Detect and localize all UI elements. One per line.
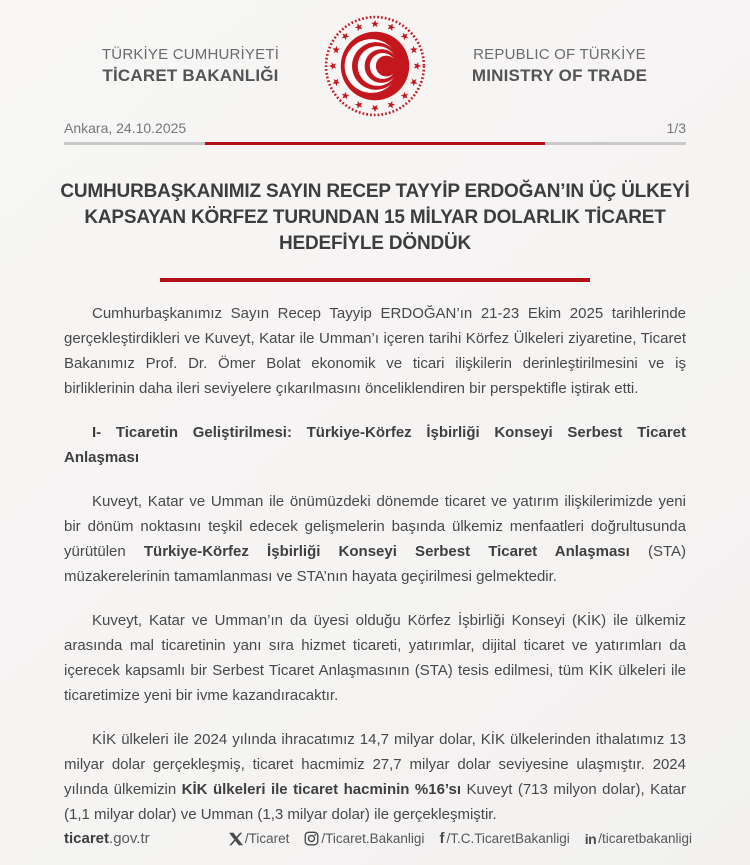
footer	[64, 830, 692, 847]
body-paragraph: KİK ülkeleri ile 2024 yılında ihracatımız 14,7 milyar dolar, KİK ülkelerinden ithalatımız 13 milyar dolar gerçekleşmiş, ticaret hacmimiz 27,7 milyar dolar seviyesine ulaşmıştır. 2024 yılında ülkemizin KİK ülkeleri ile ticaret hacminin %16’sı Kuveyt (713 milyon dolar), Katar (1,1 milyar dolar) ve Umman (1,3 milyar dolar) ile gerçekleşmiştir.	[64, 731, 686, 823]
masthead-english-line2: MINISTRY OF TRADE	[471, 65, 648, 85]
header-divider-left	[64, 142, 205, 145]
social-instagram	[304, 831, 424, 846]
body-paragraph: Kuveyt, Katar ve Umman’ın da üyesi olduğu Körfez İşbirliği Konseyi (KİK) ile ülkemiz arasında mal ticaretinin yanı sıra hizmet ticareti, yatırımlar, dijital ticaret ve yatırımları da içerecek kapsamlı bir Serbest Ticaret Anlaşmasının (STA) tesis edilmesi, tüm KİK ülkeleri ile ticaretimize yeni bir ivme kazandıracaktır.	[64, 612, 686, 704]
facebook-icon: f	[439, 830, 445, 847]
social-linkedin	[585, 831, 692, 846]
social-x	[229, 831, 290, 846]
linkedin-icon: in	[584, 830, 597, 847]
section-heading: I- Ticaretin Geliştirilmesi: Türkiye-Körfez İşbirliği Konseyi Serbest Ticaret Anlaşması	[64, 424, 686, 466]
masthead-turkish-line2: TİCARET BAKANLIĞI	[102, 65, 279, 85]
ministry-of-trade-emblem-icon	[323, 14, 427, 118]
social-linkedin-handle: /ticaretbakanligi	[598, 831, 692, 846]
title-accent-bar	[160, 278, 590, 282]
masthead-english	[433, 46, 686, 86]
header-divider-right	[545, 142, 686, 145]
masthead-turkish	[64, 46, 317, 86]
social-links	[229, 831, 692, 846]
dateline: Ankara, 24.10.2025	[64, 120, 187, 136]
page-indicator: 1/3	[666, 120, 686, 136]
masthead-english-line1: REPUBLIC OF TÜRKİYE	[473, 46, 646, 63]
website-url	[64, 830, 150, 847]
social-instagram-handle: /Ticaret.Bakanligi	[321, 831, 425, 846]
header-divider-accent	[205, 142, 545, 145]
body-paragraph: Cumhurbaşkanımız Sayın Recep Tayyip ERDOĞAN’ın 21-23 Ekim 2025 tarihlerinde gerçekleştirdikleri ve Kuveyt, Katar ile Umman’ı içeren tarihi Körfez Ülkeleri ziyaretine, Ticaret Bakanımız Prof. Dr. Ömer Bolat ekonomik ve ticari ilişkilerin derinleştirilmesini ve iş birliklerinin daha ileri seviyelere çıkarılmasını önceliklendiren bir perspektifle iştirak etti.	[64, 305, 686, 397]
social-facebook-handle: /T.C.TicaretBakanligi	[446, 831, 570, 846]
masthead-turkish-line1: TÜRKİYE CUMHURİYETİ	[101, 46, 280, 63]
body-paragraph: Kuveyt, Katar ve Umman ile önümüzdeki dönemde ticaret ve yatırım ilişkilerimizde yeni bir dönüm noktasını teşkil edecek gelişmelerin başında ülkemiz menfaatleri doğrultusunda yürütülen Türkiye-Körfez İşbirliği Konseyi Serbest Ticaret Anlaşması (STA) müzakerelerinin tamamlanması ve STA’nın hayata geçirilmesi gelmektedir.	[64, 493, 687, 585]
website-url-bold: ticaret	[64, 830, 110, 847]
website-url-rest: .gov.tr	[109, 830, 150, 847]
meta-row	[64, 120, 686, 136]
social-facebook	[439, 831, 569, 846]
social-x-handle: /Ticaret	[244, 831, 290, 846]
page-title: CUMHURBAŞKANIMIZ SAYIN RECEP TAYYİP ERDOĞAN’IN ÜÇ ÜLKEYİ KAPSAYAN KÖRFEZ TURUNDAN 15 MİLYAR DOLARLIK TİCARET HEDEFİYLE DÖNDÜK	[60, 181, 690, 254]
header-divider	[64, 142, 686, 145]
body-text	[64, 301, 686, 827]
instagram-icon	[304, 831, 319, 846]
masthead	[64, 14, 686, 118]
x-icon	[229, 832, 243, 846]
